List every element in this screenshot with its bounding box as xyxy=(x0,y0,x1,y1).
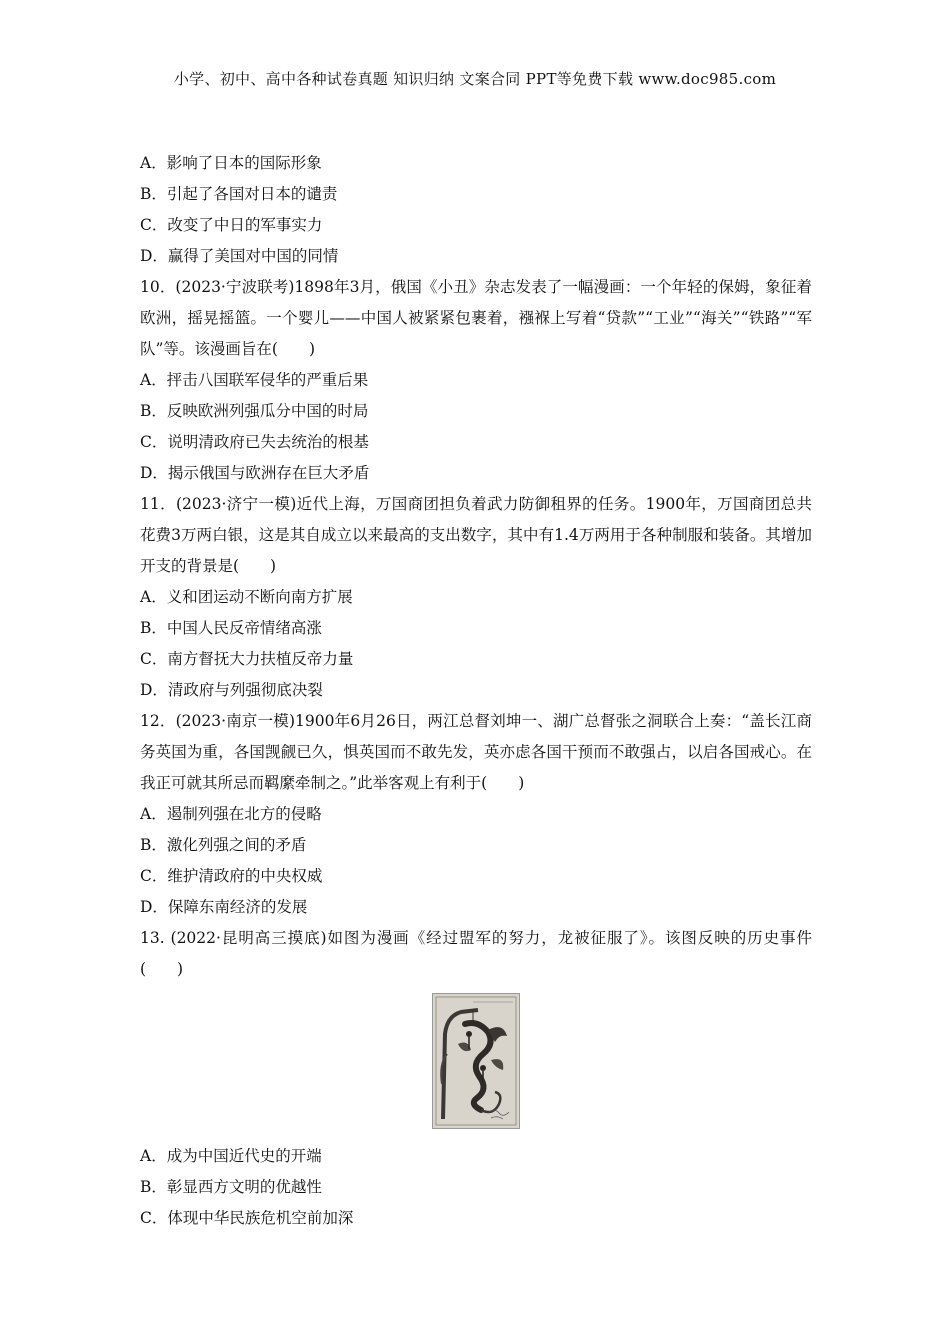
q10-option-a: A．抨击八国联军侵华的严重后果 xyxy=(140,371,369,389)
question-12 xyxy=(140,706,812,923)
q10-option-b: B．反映欧洲列强瓜分中国的时局 xyxy=(140,402,369,420)
q13-option-c: C．体现中华民族危机空前加深 xyxy=(140,1209,354,1227)
q9-option-a: A．影响了日本的国际形象 xyxy=(140,154,322,172)
q11-option-b: B．中国人民反帝情绪高涨 xyxy=(140,619,322,637)
q11-option-a: A．义和团运动不断向南方扩展 xyxy=(140,588,353,606)
q11-option-d: D．清政府与列强彻底决裂 xyxy=(140,681,323,699)
q9-option-b: B．引起了各国对日本的谴责 xyxy=(140,185,338,203)
page-header: 小学、初中、高中各种试卷真题 知识归纳 文案合同 PPT等免费下载 www.doc985.com xyxy=(173,70,777,88)
q11-option-c: C．南方督抚大力扶植反帝力量 xyxy=(140,650,354,668)
q10-option-d: D．揭示俄国与欧洲存在巨大矛盾 xyxy=(140,464,370,482)
question-13 xyxy=(140,923,812,1234)
question-content xyxy=(140,148,812,1234)
question-10 xyxy=(140,272,812,489)
q12-stem: 12．(2023·南京一模)1900年6月26日，两江总督刘坤一、湖广总督张之洞联合上奏：“盖长江商务英国为重，各国觊觎已久，惧英国而不敢先发，英亦虑各国干预而不敢强占，以启各国戒心。在我正可就其所忌而羁縻牵制之。”此举客观上有利于( ) xyxy=(140,712,812,792)
q13-option-b: B．彰显西方文明的优越性 xyxy=(140,1178,322,1196)
q10-stem: 10．(2023·宁波联考)1898年3月，俄国《小丑》杂志发表了一幅漫画：一个年轻的保姆，象征着欧洲，摇晃摇篮。一个婴儿——中国人被紧紧包裹着，襁褓上写着“贷款”“工业”“海关”“铁路”“军队”等。该漫画旨在( ) xyxy=(140,278,812,358)
q12-option-a: A．遏制列强在北方的侵略 xyxy=(140,805,322,823)
question-9-options xyxy=(140,148,812,272)
q9-option-d: D．赢得了美国对中国的同情 xyxy=(140,247,339,265)
q10-option-c: C．说明清政府已失去统治的根基 xyxy=(140,433,369,451)
cartoon-dragon-icon xyxy=(432,993,520,1129)
q11-stem: 11．(2023·济宁一模)近代上海，万国商团担负着武力防御租界的任务。1900年，万国商团总共花费3万两白银，这是其自成立以来最高的支出数字，其中有1.4万两用于各种制服和装备。其增加开支的背景是( ) xyxy=(140,495,812,575)
q12-option-c: C．维护清政府的中央权威 xyxy=(140,867,323,885)
q12-option-b: B．激化列强之间的矛盾 xyxy=(140,836,307,854)
q13-option-a: A．成为中国近代史的开端 xyxy=(140,1147,322,1165)
q13-figure xyxy=(140,993,812,1135)
q9-option-c: C．改变了中日的军事实力 xyxy=(140,216,323,234)
question-11 xyxy=(140,489,812,706)
q12-option-d: D．保障东南经济的发展 xyxy=(140,898,308,916)
q13-stem: 13. (2022·昆明高三摸底)如图为漫画《经过盟军的努力，龙被征服了》。该图反映的历史事件( ) xyxy=(140,929,812,978)
